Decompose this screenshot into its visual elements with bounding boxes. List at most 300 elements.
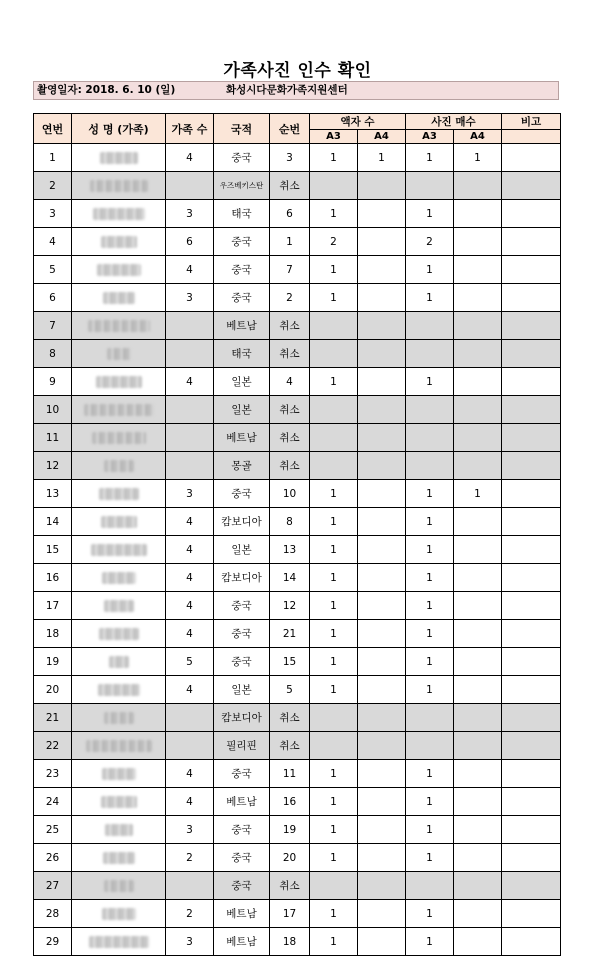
row-family-count: 3 — [166, 928, 214, 956]
row-frame-a4 — [358, 592, 406, 620]
row-family-count — [166, 452, 214, 480]
row-family-count: 4 — [166, 788, 214, 816]
row-frame-a4 — [358, 424, 406, 452]
row-frame-a3: 1 — [310, 900, 358, 928]
table-row — [34, 760, 561, 788]
table-row — [34, 788, 561, 816]
row-family-count: 3 — [166, 284, 214, 312]
page-title: 가족사진 인수 확인 — [223, 61, 372, 81]
row-photo-a3 — [406, 872, 454, 900]
row-number: 7 — [34, 312, 72, 340]
row-remarks — [502, 536, 561, 564]
row-name — [72, 312, 166, 340]
header-photo-count: 사진 매수 — [406, 114, 502, 130]
row-number: 27 — [34, 872, 72, 900]
row-photo-a4 — [454, 704, 502, 732]
row-photo-a3: 1 — [406, 788, 454, 816]
row-photo-a4 — [454, 396, 502, 424]
row-family-count: 6 — [166, 228, 214, 256]
row-family-count: 4 — [166, 368, 214, 396]
table-row — [34, 368, 561, 396]
row-order: 21 — [270, 620, 310, 648]
row-name — [72, 760, 166, 788]
header-photo-a4: A4 — [454, 130, 502, 144]
redacted-name — [103, 292, 135, 304]
row-photo-a4 — [454, 508, 502, 536]
table-row — [34, 732, 561, 760]
row-nationality: 중국 — [214, 620, 270, 648]
row-photo-a4 — [454, 256, 502, 284]
row-frame-a4 — [358, 508, 406, 536]
row-remarks — [502, 200, 561, 228]
row-nationality: 일본 — [214, 536, 270, 564]
row-number: 17 — [34, 592, 72, 620]
row-name — [72, 564, 166, 592]
row-photo-a3 — [406, 396, 454, 424]
row-order: 5 — [270, 676, 310, 704]
row-photo-a3: 2 — [406, 228, 454, 256]
row-family-count: 2 — [166, 844, 214, 872]
row-family-count: 4 — [166, 144, 214, 172]
row-photo-a4 — [454, 928, 502, 956]
row-frame-a4 — [358, 256, 406, 284]
row-frame-a4 — [358, 172, 406, 200]
row-number: 2 — [34, 172, 72, 200]
row-remarks — [502, 816, 561, 844]
row-number: 10 — [34, 396, 72, 424]
row-frame-a4: 1 — [358, 144, 406, 172]
row-family-count — [166, 172, 214, 200]
row-photo-a4 — [454, 676, 502, 704]
row-photo-a3: 1 — [406, 592, 454, 620]
row-photo-a4: 1 — [454, 480, 502, 508]
row-photo-a3 — [406, 732, 454, 760]
table-row — [34, 452, 561, 480]
row-order: 10 — [270, 480, 310, 508]
redacted-name — [101, 516, 137, 528]
row-frame-a4 — [358, 340, 406, 368]
row-name — [72, 200, 166, 228]
header-order: 순번 — [270, 114, 310, 144]
header-remarks-sub — [502, 130, 561, 144]
row-photo-a4 — [454, 900, 502, 928]
row-remarks — [502, 284, 561, 312]
redacted-name — [93, 208, 145, 220]
row-number: 13 — [34, 480, 72, 508]
row-family-count — [166, 704, 214, 732]
row-family-count: 5 — [166, 648, 214, 676]
row-family-count: 3 — [166, 200, 214, 228]
row-photo-a3 — [406, 424, 454, 452]
redacted-name — [92, 432, 146, 444]
row-frame-a3: 1 — [310, 536, 358, 564]
table-row — [34, 676, 561, 704]
redacted-name — [102, 768, 136, 780]
row-photo-a4 — [454, 620, 502, 648]
row-photo-a4 — [454, 872, 502, 900]
redacted-name — [109, 656, 129, 668]
row-family-count — [166, 872, 214, 900]
table-row — [34, 648, 561, 676]
row-number: 26 — [34, 844, 72, 872]
header-family-count: 가족 수 — [166, 114, 214, 144]
redacted-name — [98, 684, 140, 696]
row-nationality: 중국 — [214, 844, 270, 872]
row-order: 취소 — [270, 172, 310, 200]
row-name — [72, 788, 166, 816]
row-number: 6 — [34, 284, 72, 312]
row-name — [72, 816, 166, 844]
redacted-name — [88, 320, 150, 332]
row-frame-a4 — [358, 452, 406, 480]
row-number: 12 — [34, 452, 72, 480]
redacted-name — [97, 264, 141, 276]
row-nationality: 중국 — [214, 816, 270, 844]
row-order: 8 — [270, 508, 310, 536]
row-nationality: 캄보디아 — [214, 704, 270, 732]
row-remarks — [502, 648, 561, 676]
row-frame-a4 — [358, 816, 406, 844]
row-nationality: 중국 — [214, 648, 270, 676]
row-number: 25 — [34, 816, 72, 844]
row-frame-a3 — [310, 732, 358, 760]
row-family-count: 3 — [166, 816, 214, 844]
row-frame-a3: 1 — [310, 508, 358, 536]
row-frame-a4 — [358, 704, 406, 732]
row-frame-a4 — [358, 396, 406, 424]
row-frame-a3: 1 — [310, 760, 358, 788]
row-remarks — [502, 256, 561, 284]
roster-table — [33, 113, 561, 956]
redacted-name — [103, 852, 135, 864]
row-frame-a3 — [310, 452, 358, 480]
row-nationality: 베트남 — [214, 788, 270, 816]
row-name — [72, 676, 166, 704]
row-photo-a4 — [454, 340, 502, 368]
row-frame-a3: 1 — [310, 284, 358, 312]
row-frame-a4 — [358, 536, 406, 564]
row-nationality: 중국 — [214, 592, 270, 620]
table-row — [34, 620, 561, 648]
row-number: 15 — [34, 536, 72, 564]
row-nationality: 몽골 — [214, 452, 270, 480]
row-photo-a4 — [454, 648, 502, 676]
table-row — [34, 816, 561, 844]
row-number: 28 — [34, 900, 72, 928]
row-name — [72, 648, 166, 676]
row-remarks — [502, 564, 561, 592]
row-nationality: 베트남 — [214, 312, 270, 340]
row-family-count — [166, 340, 214, 368]
table-row — [34, 900, 561, 928]
row-photo-a3: 1 — [406, 844, 454, 872]
row-frame-a4 — [358, 900, 406, 928]
row-order: 13 — [270, 536, 310, 564]
row-number: 29 — [34, 928, 72, 956]
row-remarks — [502, 676, 561, 704]
row-number: 14 — [34, 508, 72, 536]
row-frame-a4 — [358, 928, 406, 956]
row-remarks — [502, 228, 561, 256]
row-name — [72, 228, 166, 256]
row-nationality: 필리핀 — [214, 732, 270, 760]
row-remarks — [502, 872, 561, 900]
row-nationality: 일본 — [214, 396, 270, 424]
row-photo-a3: 1 — [406, 256, 454, 284]
row-nationality: 중국 — [214, 144, 270, 172]
row-nationality: 캄보디아 — [214, 564, 270, 592]
row-nationality: 중국 — [214, 284, 270, 312]
row-name — [72, 844, 166, 872]
row-photo-a3: 1 — [406, 144, 454, 172]
table-row — [34, 844, 561, 872]
row-number: 20 — [34, 676, 72, 704]
row-frame-a3 — [310, 340, 358, 368]
row-frame-a3: 1 — [310, 844, 358, 872]
table-row — [34, 144, 561, 172]
row-remarks — [502, 844, 561, 872]
row-photo-a4 — [454, 172, 502, 200]
row-family-count: 3 — [166, 480, 214, 508]
row-nationality: 태국 — [214, 340, 270, 368]
row-family-count — [166, 732, 214, 760]
row-number: 8 — [34, 340, 72, 368]
header-photo-a3: A3 — [406, 130, 454, 144]
row-frame-a3: 1 — [310, 676, 358, 704]
row-frame-a3: 1 — [310, 788, 358, 816]
row-remarks — [502, 732, 561, 760]
row-number: 9 — [34, 368, 72, 396]
row-name — [72, 424, 166, 452]
redacted-name — [104, 600, 134, 612]
table-row — [34, 312, 561, 340]
row-frame-a4 — [358, 788, 406, 816]
row-name — [72, 704, 166, 732]
row-frame-a3: 1 — [310, 480, 358, 508]
redacted-name — [104, 712, 134, 724]
row-order: 12 — [270, 592, 310, 620]
row-photo-a4: 1 — [454, 144, 502, 172]
row-family-count: 4 — [166, 256, 214, 284]
row-order: 18 — [270, 928, 310, 956]
row-name — [72, 396, 166, 424]
redacted-name — [104, 460, 134, 472]
row-nationality: 태국 — [214, 200, 270, 228]
row-name — [72, 872, 166, 900]
row-photo-a4 — [454, 592, 502, 620]
redacted-name — [102, 908, 136, 920]
row-remarks — [502, 340, 561, 368]
row-nationality: 일본 — [214, 676, 270, 704]
row-remarks — [502, 592, 561, 620]
row-photo-a3: 1 — [406, 508, 454, 536]
row-name — [72, 732, 166, 760]
redacted-name — [104, 880, 134, 892]
table-row — [34, 564, 561, 592]
redacted-name — [107, 348, 131, 360]
row-order: 16 — [270, 788, 310, 816]
row-frame-a3: 1 — [310, 648, 358, 676]
row-frame-a3: 1 — [310, 368, 358, 396]
row-name — [72, 256, 166, 284]
row-photo-a3: 1 — [406, 200, 454, 228]
row-order: 17 — [270, 900, 310, 928]
row-frame-a4 — [358, 564, 406, 592]
redacted-name — [101, 236, 137, 248]
row-family-count: 4 — [166, 536, 214, 564]
row-frame-a3 — [310, 872, 358, 900]
row-order: 3 — [270, 144, 310, 172]
row-nationality: 일본 — [214, 368, 270, 396]
row-family-count — [166, 424, 214, 452]
row-frame-a3: 1 — [310, 200, 358, 228]
row-frame-a4 — [358, 676, 406, 704]
row-remarks — [502, 312, 561, 340]
row-photo-a4 — [454, 368, 502, 396]
row-photo-a3 — [406, 452, 454, 480]
row-photo-a3 — [406, 172, 454, 200]
row-photo-a4 — [454, 816, 502, 844]
row-number: 1 — [34, 144, 72, 172]
row-order: 7 — [270, 256, 310, 284]
row-family-count: 2 — [166, 900, 214, 928]
redacted-name — [84, 404, 154, 416]
row-photo-a4 — [454, 732, 502, 760]
row-photo-a4 — [454, 760, 502, 788]
row-name — [72, 480, 166, 508]
row-number: 19 — [34, 648, 72, 676]
row-order: 4 — [270, 368, 310, 396]
row-name — [72, 536, 166, 564]
row-frame-a4 — [358, 368, 406, 396]
row-order: 취소 — [270, 340, 310, 368]
row-family-count: 4 — [166, 760, 214, 788]
row-photo-a3: 1 — [406, 928, 454, 956]
row-order: 19 — [270, 816, 310, 844]
row-photo-a4 — [454, 424, 502, 452]
row-frame-a3 — [310, 396, 358, 424]
row-family-count: 4 — [166, 620, 214, 648]
row-photo-a3: 1 — [406, 676, 454, 704]
row-order: 취소 — [270, 312, 310, 340]
row-frame-a4 — [358, 844, 406, 872]
row-frame-a4 — [358, 312, 406, 340]
row-nationality: 베트남 — [214, 424, 270, 452]
row-order: 2 — [270, 284, 310, 312]
row-photo-a4 — [454, 844, 502, 872]
row-frame-a3: 1 — [310, 592, 358, 620]
row-nationality: 중국 — [214, 760, 270, 788]
row-photo-a4 — [454, 284, 502, 312]
row-nationality: 베트남 — [214, 928, 270, 956]
row-number: 24 — [34, 788, 72, 816]
header-frame-a4: A4 — [358, 130, 406, 144]
row-remarks — [502, 368, 561, 396]
row-number: 11 — [34, 424, 72, 452]
row-frame-a4 — [358, 620, 406, 648]
row-remarks — [502, 704, 561, 732]
row-photo-a3: 1 — [406, 368, 454, 396]
redacted-name — [89, 936, 149, 948]
row-nationality: 우즈베키스탄 — [214, 172, 270, 200]
row-photo-a4 — [454, 452, 502, 480]
row-photo-a3: 1 — [406, 480, 454, 508]
row-photo-a4 — [454, 312, 502, 340]
row-photo-a3: 1 — [406, 760, 454, 788]
row-frame-a4 — [358, 732, 406, 760]
row-photo-a3: 1 — [406, 564, 454, 592]
row-family-count: 4 — [166, 592, 214, 620]
row-photo-a3 — [406, 312, 454, 340]
row-remarks — [502, 900, 561, 928]
table-row — [34, 480, 561, 508]
row-number: 16 — [34, 564, 72, 592]
row-number: 21 — [34, 704, 72, 732]
row-remarks — [502, 928, 561, 956]
row-frame-a4 — [358, 760, 406, 788]
table-row — [34, 284, 561, 312]
row-photo-a4 — [454, 536, 502, 564]
row-number: 4 — [34, 228, 72, 256]
redacted-name — [105, 824, 133, 836]
row-order: 취소 — [270, 424, 310, 452]
table-row — [34, 228, 561, 256]
redacted-name — [90, 180, 148, 192]
row-frame-a3: 1 — [310, 256, 358, 284]
row-order: 20 — [270, 844, 310, 872]
row-order: 14 — [270, 564, 310, 592]
row-photo-a3: 1 — [406, 284, 454, 312]
table-row — [34, 172, 561, 200]
row-frame-a4 — [358, 228, 406, 256]
row-photo-a4 — [454, 228, 502, 256]
redacted-name — [101, 796, 137, 808]
header-frame-a3: A3 — [310, 130, 358, 144]
header-nationality: 국적 — [214, 114, 270, 144]
header-frame-count: 액자 수 — [310, 114, 406, 130]
shoot-date: 촬영일자: 2018. 6. 10 (일) — [37, 84, 176, 96]
row-frame-a3: 1 — [310, 564, 358, 592]
row-remarks — [502, 172, 561, 200]
row-frame-a4 — [358, 648, 406, 676]
row-order: 1 — [270, 228, 310, 256]
table-row — [34, 200, 561, 228]
row-number: 18 — [34, 620, 72, 648]
row-family-count: 4 — [166, 564, 214, 592]
table-body — [34, 144, 561, 956]
row-family-count: 4 — [166, 676, 214, 704]
row-family-count: 4 — [166, 508, 214, 536]
row-name — [72, 508, 166, 536]
row-frame-a3: 2 — [310, 228, 358, 256]
row-order: 취소 — [270, 452, 310, 480]
row-frame-a3 — [310, 424, 358, 452]
row-remarks — [502, 760, 561, 788]
table-row — [34, 872, 561, 900]
row-frame-a3 — [310, 312, 358, 340]
row-photo-a4 — [454, 788, 502, 816]
row-remarks — [502, 424, 561, 452]
row-nationality: 캄보디아 — [214, 508, 270, 536]
row-name — [72, 928, 166, 956]
table-row — [34, 256, 561, 284]
table-row — [34, 592, 561, 620]
table-row — [34, 536, 561, 564]
row-remarks — [502, 620, 561, 648]
redacted-name — [102, 572, 136, 584]
row-frame-a3 — [310, 704, 358, 732]
row-remarks — [502, 788, 561, 816]
